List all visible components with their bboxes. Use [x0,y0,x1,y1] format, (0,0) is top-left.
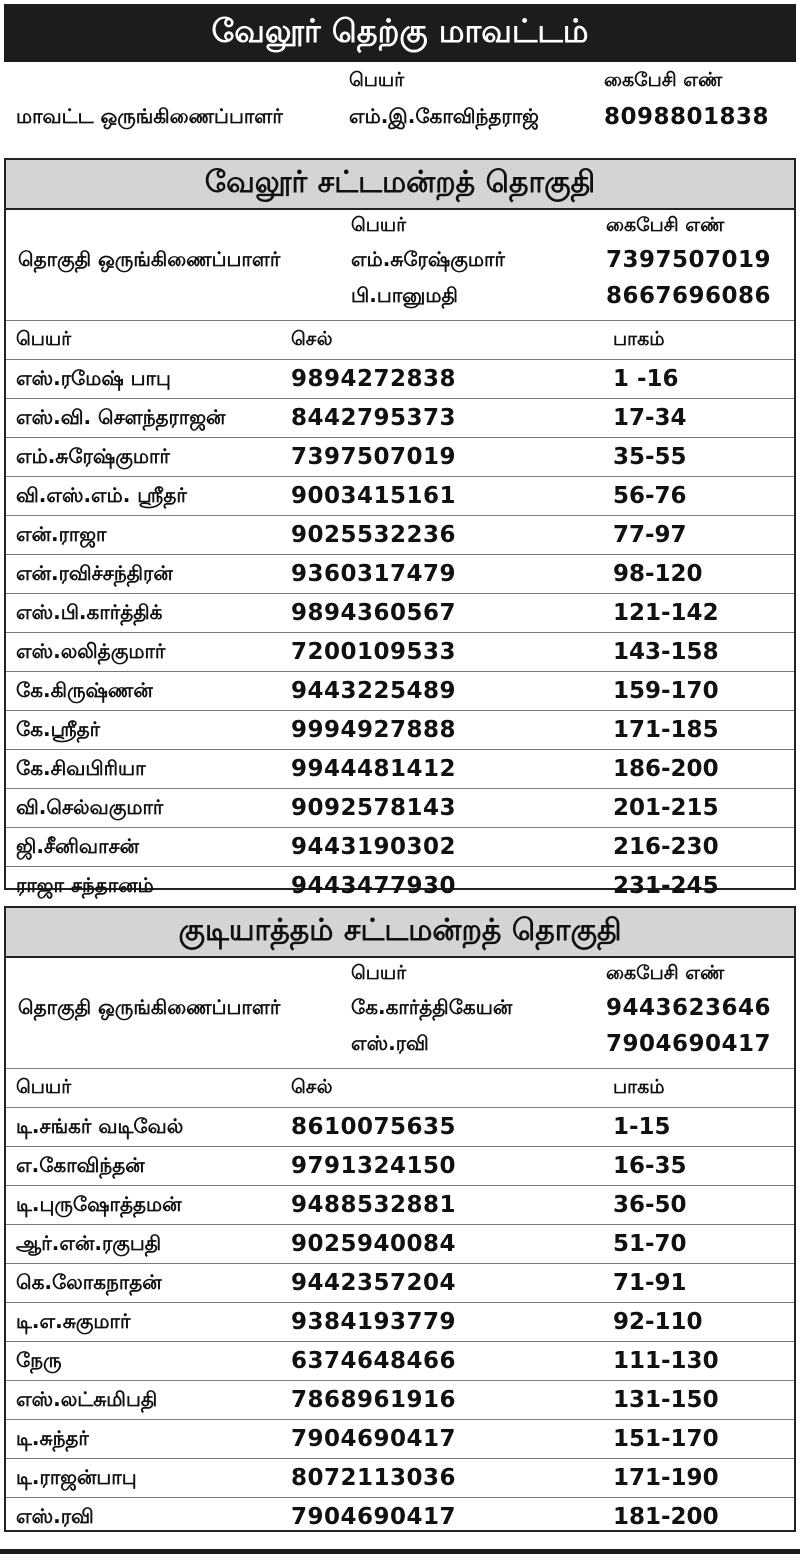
coordinator-phone: 7904690417 [606,1031,772,1057]
gudiyatham-table [6,1068,794,1536]
table-row [6,1381,794,1420]
coordinator-phone: 9443623646 [606,995,772,1021]
column-header-phone: கைபேசி எண் [606,213,725,236]
member-cell: 8610075635 [291,1108,613,1147]
table-row [6,360,794,399]
vellore-rows [6,360,794,906]
table-header-row [6,1069,794,1108]
member-cell: 9894272838 [291,360,613,399]
member-cell: 6374648466 [291,1342,613,1381]
member-part: 35-55 [613,438,794,477]
member-name: என்.ரவிச்சந்திரன் [6,555,291,594]
column-header-name: பெயர் [349,68,405,91]
member-part: 92-110 [613,1303,794,1342]
table-row [6,789,794,828]
table-row [6,1186,794,1225]
column-header-phone: கைபேசி எண் [604,68,723,91]
coordinator-name: பி.பானுமதி [351,282,458,307]
table-row [6,1498,794,1537]
member-cell: 9360317479 [291,555,613,594]
member-name: எம்.சுரேஷ்குமார் [6,438,291,477]
member-cell: 9003415161 [291,477,613,516]
table-row [6,1459,794,1498]
table-row [6,1303,794,1342]
member-cell: 9994927888 [291,711,613,750]
table-header-name: பெயர் [6,1069,291,1108]
member-name: நேரு [6,1342,291,1381]
table-row [6,555,794,594]
vellore-coordinator-row-2 [6,278,794,314]
table-row [6,750,794,789]
member-cell: 9488532881 [291,1186,613,1225]
member-part: 171-190 [613,1459,794,1498]
member-part: 51-70 [613,1225,794,1264]
gudiyatham-section-title: குடியாத்தம் சட்டமன்றத் தொகுதி [4,906,796,958]
coordinator-phone: 8098801838 [604,104,770,130]
column-header-name: பெயர் [351,961,407,984]
coordinator-name: எம்.சுரேஷ்குமார் [351,246,505,271]
district-coordinator-block [4,66,796,138]
member-part: 111-130 [613,1342,794,1381]
member-name: கெ.லோகநாதன் [6,1264,291,1303]
gudiyatham-coordinator-row-1 [6,990,794,1026]
column-header-phone: கைபேசி எண் [606,961,725,984]
member-part: 181-200 [613,1498,794,1537]
vellore-table [6,320,794,905]
gudiyatham-coordinator-row-2 [6,1026,794,1062]
member-name: கே.ஸ்ரீதர் [6,711,291,750]
member-cell: 9384193779 [291,1303,613,1342]
member-cell: 9442357204 [291,1264,613,1303]
table-row [6,1147,794,1186]
member-cell: 9025940084 [291,1225,613,1264]
vellore-coordinator-block [6,210,794,314]
table-row [6,516,794,555]
member-name: எஸ்.லட்சுமிபதி [6,1381,291,1420]
district-title: வேலூர் தெற்கு மாவட்டம் [4,4,796,62]
member-cell: 7904690417 [291,1498,613,1537]
member-part: 36-50 [613,1186,794,1225]
table-row [6,1225,794,1264]
vellore-section [4,210,796,899]
table-header-part: பாகம் [613,321,794,360]
coordinator-name: எஸ்.ரவி [351,1030,429,1055]
table-row [6,711,794,750]
member-part: 171-185 [613,711,794,750]
table-row [6,672,794,711]
member-cell: 9894360567 [291,594,613,633]
member-cell: 7397507019 [291,438,613,477]
member-part: 151-170 [613,1420,794,1459]
member-part: 216-230 [613,828,794,867]
member-cell: 9443190302 [291,828,613,867]
member-part: 98-120 [613,555,794,594]
table-header-name: பெயர் [6,321,291,360]
member-part: 77-97 [613,516,794,555]
gudiyatham-coordinator-block [6,958,794,1062]
member-part: 56-76 [613,477,794,516]
member-name: டி.சுந்தர் [6,1420,291,1459]
member-cell: 7904690417 [291,1420,613,1459]
table-row [6,399,794,438]
district-column-headers [4,66,796,96]
member-cell: 9791324150 [291,1147,613,1186]
table-row [6,1108,794,1147]
member-cell: 9944481412 [291,750,613,789]
table-row [6,828,794,867]
member-cell: 9025532236 [291,516,613,555]
column-header-name: பெயர் [351,213,407,236]
member-part: 131-150 [613,1381,794,1420]
table-header-part: பாகம் [613,1069,794,1108]
member-cell: 9092578143 [291,789,613,828]
role-label: தொகுதி ஒருங்கிணைப்பாளர் [18,246,281,271]
member-part: 71-91 [613,1264,794,1303]
district-coordinator-row [4,96,796,138]
gudiyatham-column-headers [6,958,794,990]
gudiyatham-section [4,958,796,1532]
member-name: கே.கிருஷ்ணன் [6,672,291,711]
member-name: எஸ்.வி. சௌந்தராஜன் [6,399,291,438]
member-name: டி.எ.சுகுமார் [6,1303,291,1342]
member-name: என்.ராஜா [6,516,291,555]
role-label: தொகுதி ஒருங்கிணைப்பாளர் [18,994,281,1019]
table-row [6,1342,794,1381]
member-name: எஸ்.ரமேஷ் பாபு [6,360,291,399]
member-cell: 7200109533 [291,633,613,672]
member-cell: 7868961916 [291,1381,613,1420]
table-header-cell: செல் [291,1069,613,1108]
table-row [6,1264,794,1303]
member-name: எ.கோவிந்தன் [6,1147,291,1186]
member-name: கே.சிவபிரியா [6,750,291,789]
vellore-section-title: வேலூர் சட்டமன்றத் தொகுதி [4,158,796,210]
table-row [6,594,794,633]
member-cell: 8442795373 [291,399,613,438]
table-header-cell: செல் [291,321,613,360]
table-row [6,438,794,477]
member-part: 231-245 [613,867,794,906]
gudiyatham-rows [6,1108,794,1537]
member-name: டி.புருஷோத்தமன் [6,1186,291,1225]
member-part: 159-170 [613,672,794,711]
coordinator-phone: 8667696086 [606,283,772,309]
bottom-rule [0,1549,800,1554]
member-cell: 9443477930 [291,867,613,906]
coordinator-name: எம்.இ.கோவிந்தராஜ் [349,103,539,128]
coordinator-phone: 7397507019 [606,247,772,273]
table-row [6,633,794,672]
role-label: மாவட்ட ஒருங்கிணைப்பாளர் [16,103,283,128]
member-part: 17-34 [613,399,794,438]
member-cell: 9443225489 [291,672,613,711]
coordinator-name: கே.கார்த்திகேயன் [351,994,513,1019]
table-row [6,867,794,906]
member-name: வி.எஸ்.எம். ஸ்ரீதர் [6,477,291,516]
member-name: எஸ்.ரவி [6,1498,291,1537]
member-part: 16-35 [613,1147,794,1186]
member-name: எஸ்.பி.கார்த்திக் [6,594,291,633]
member-name: வி.செல்வகுமார் [6,789,291,828]
member-part: 1 -16 [613,360,794,399]
member-name: எஸ்.லலித்குமார் [6,633,291,672]
member-name: ஜி.சீனிவாசன் [6,828,291,867]
member-part: 186-200 [613,750,794,789]
table-row [6,1420,794,1459]
member-cell: 8072113036 [291,1459,613,1498]
vellore-coordinator-row-1 [6,242,794,278]
table-header-row [6,321,794,360]
table-row [6,477,794,516]
member-name: ஆர்.என்.ரகுபதி [6,1225,291,1264]
member-part: 201-215 [613,789,794,828]
member-part: 121-142 [613,594,794,633]
member-part: 1-15 [613,1108,794,1147]
vellore-column-headers [6,210,794,242]
member-part: 143-158 [613,633,794,672]
member-name: டி.ராஜன்பாபு [6,1459,291,1498]
member-name: டி.சங்கர் வடிவேல் [6,1108,291,1147]
member-name: ராஜா சந்தானம் [6,867,291,906]
